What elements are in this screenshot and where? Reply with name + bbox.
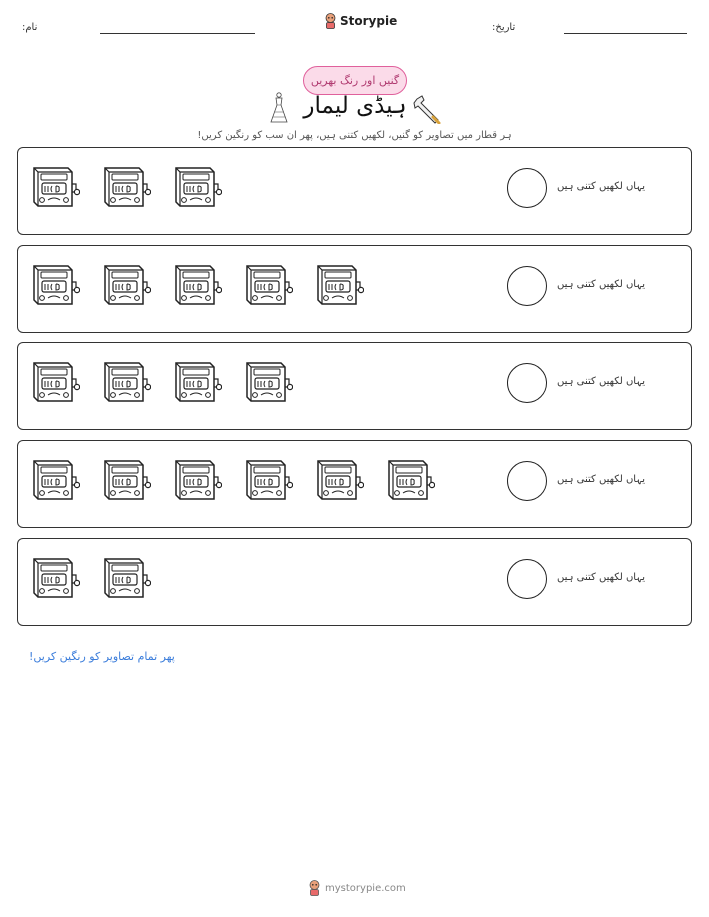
radio-box-icon[interactable]: [170, 260, 222, 310]
radio-box-icon[interactable]: [28, 357, 80, 407]
counting-row: [17, 245, 692, 333]
storypie-logo-icon: [324, 13, 337, 29]
radio-box-icon[interactable]: [241, 260, 293, 310]
worksheet-tag: گنیں اور رنگ بھریں: [303, 66, 407, 95]
storypie-footer-icon: [308, 880, 321, 896]
radio-box-icon[interactable]: [99, 357, 151, 407]
answer-label: یہاں لکھیں کتنی ہیں: [557, 572, 645, 583]
radio-box-icon[interactable]: [28, 260, 80, 310]
answer-label: یہاں لکھیں کتنی ہیں: [557, 181, 645, 192]
answer-circle[interactable]: [507, 461, 547, 501]
logo-text: Storypie: [340, 14, 398, 28]
radio-box-icon[interactable]: [99, 260, 151, 310]
footer-note: پھر تمام تصاویر کو رنگین کریں!: [29, 650, 175, 663]
date-label: تاریخ:: [492, 22, 516, 33]
answer-circle[interactable]: [507, 363, 547, 403]
name-line[interactable]: [100, 33, 255, 34]
radio-box-icon[interactable]: [28, 553, 80, 603]
name-label: نام:: [22, 22, 38, 33]
radio-box-icon[interactable]: [99, 162, 151, 212]
radio-box-icon[interactable]: [28, 455, 80, 505]
radio-box-icon[interactable]: [99, 455, 151, 505]
radio-box-icon[interactable]: [312, 260, 364, 310]
radio-box-icon[interactable]: [312, 455, 364, 505]
counting-row: [17, 538, 692, 626]
radio-box-icon[interactable]: [241, 455, 293, 505]
answer-circle[interactable]: [507, 266, 547, 306]
counting-row: [17, 147, 692, 235]
site-footer: [308, 880, 406, 896]
radio-box-icon[interactable]: [170, 455, 222, 505]
wrench-icon: [413, 94, 443, 124]
radio-box-icon[interactable]: [170, 162, 222, 212]
radio-box-icon[interactable]: [99, 553, 151, 603]
radio-box-icon[interactable]: [28, 162, 80, 212]
answer-label: یہاں لکھیں کتنی ہیں: [557, 279, 645, 290]
radio-box-icon[interactable]: [170, 357, 222, 407]
storypie-logo: [324, 13, 397, 29]
dress-icon: [268, 92, 290, 124]
radio-box-icon[interactable]: [383, 455, 435, 505]
answer-circle[interactable]: [507, 168, 547, 208]
worksheet-title: ہیڈی لیمار: [303, 93, 407, 119]
instructions: ہر قطار میں تصاویر کو گنیں، لکھیں کتنی ہیں، پھر ان سب کو رنگین کریں!: [197, 130, 512, 141]
title-row: [0, 92, 709, 126]
answer-label: یہاں لکھیں کتنی ہیں: [557, 474, 645, 485]
answer-label: یہاں لکھیں کتنی ہیں: [557, 376, 645, 387]
site-url: mystorypie.com: [325, 882, 406, 894]
radio-box-icon[interactable]: [241, 357, 293, 407]
answer-circle[interactable]: [507, 559, 547, 599]
worksheet-header: [0, 0, 709, 50]
date-line[interactable]: [564, 33, 687, 34]
counting-row: [17, 342, 692, 430]
counting-row: [17, 440, 692, 528]
